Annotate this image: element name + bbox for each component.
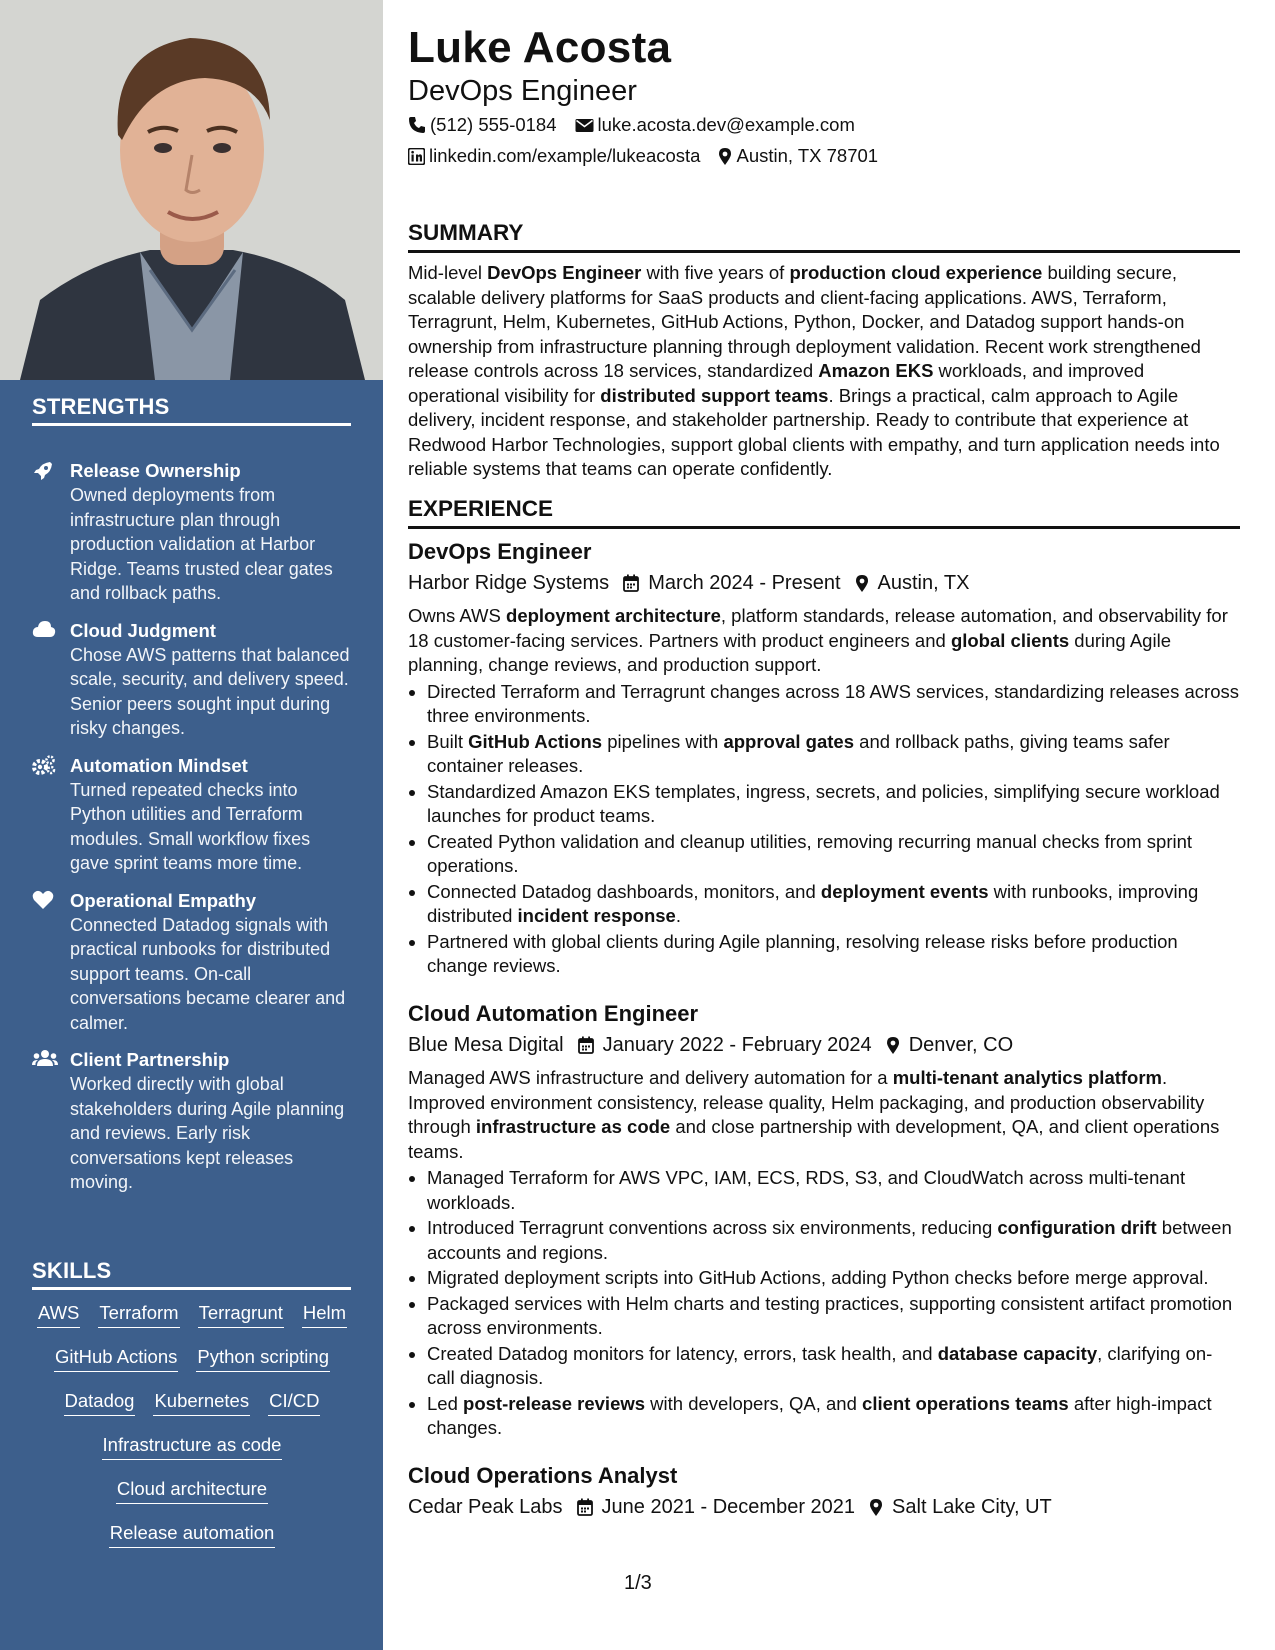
skill-tag: Python scripting: [196, 1344, 330, 1372]
job-meta: [408, 568, 1240, 598]
text-run: after high-impact changes.: [427, 1392, 1212, 1438]
text-run: Managed Terraform for AWS VPC, IAM, ECS, RDS, S3, and CloudWatch across multi-tenant workloads.: [427, 1167, 1186, 1213]
location-text: Austin, TX 78701: [736, 145, 879, 166]
job-entry: [408, 999, 1240, 1442]
job-location: Denver, CO: [908, 1034, 1014, 1056]
job-description: [408, 604, 1240, 678]
skill-tag: Infrastructure as code: [102, 1432, 283, 1460]
job-meta: [408, 1492, 1240, 1522]
map-pin-icon: [886, 1036, 900, 1055]
text-run: pipelines with: [602, 730, 724, 752]
cloud-icon: [32, 620, 56, 638]
page-number: 1/3: [624, 1572, 652, 1594]
text-run: Packaged services with Helm charts and testing practices, supporting consistent artifact promotion across environments.: [427, 1292, 1233, 1338]
text-run: Owns AWS: [408, 605, 507, 626]
strength-title: Client Partnership: [70, 1049, 230, 1070]
strength-title: Cloud Judgment: [70, 619, 216, 641]
text-run: with five years of: [641, 262, 790, 283]
sidebar: [0, 0, 383, 1650]
text-run: , clarifying on-call diagnosis.: [427, 1342, 1213, 1388]
strength-item: [32, 618, 352, 741]
strength-description: Turned repeated checks into Python utilities and Terraform modules. Small workflow fixes gave sprint teams more time.: [70, 779, 311, 873]
bold-phrase: distributed support teams: [600, 384, 829, 406]
text-run: Introduced Terragrunt conventions across six environments, reducing: [427, 1217, 998, 1238]
phone-icon: [408, 116, 426, 134]
skill-row: [32, 1432, 352, 1460]
linkedin-icon: [408, 148, 425, 165]
job-company: Harbor Ridge Systems: [408, 572, 610, 594]
skill-tag: AWS: [37, 1300, 80, 1328]
gears-icon: [32, 755, 56, 775]
bold-phrase: post-release reviews: [463, 1392, 646, 1414]
text-run: and rollback paths, giving teams safer container releases.: [427, 730, 1170, 776]
map-pin-icon: [869, 1498, 883, 1517]
bold-phrase: configuration drift: [997, 1217, 1157, 1238]
text-run: Partnered with global clients during Agile planning, resolving release risks before production change reviews.: [427, 930, 1178, 976]
job-dates-wrap: [564, 1030, 872, 1060]
location-contact: [718, 143, 878, 169]
job-dates-wrap: [563, 1492, 856, 1522]
text-run: building secure, scalable delivery platforms for SaaS products and client-facing applications. AWS, Terraform, Terragrunt, Helm, Kubernetes, GitHub Actions, Python, Docker, and Datadog support hands-on ownership from infrastructure planning through deployment validation. Recent work strengthened release controls across 18 services, standardized: [408, 262, 1201, 381]
skills-title: SKILLS: [32, 1258, 351, 1290]
strength-item: [32, 458, 352, 606]
map-pin-icon: [718, 147, 732, 166]
job-bullet: [427, 830, 1240, 879]
bold-phrase: client operations teams: [862, 1392, 1069, 1414]
text-run: Built: [427, 730, 469, 752]
phone-text: (512) 555-0184: [430, 114, 557, 135]
profile-photo: [0, 0, 383, 380]
text-run: .: [675, 905, 681, 926]
bold-phrase: deployment events: [820, 880, 989, 902]
strength-title: Automation Mindset: [70, 754, 248, 776]
job-bullet: [427, 1292, 1240, 1341]
text-run: Migrated deployment scripts into GitHub Actions, adding Python checks before merge approval.: [427, 1267, 1209, 1288]
job-meta: [408, 1030, 1240, 1060]
bold-phrase: approval gates: [723, 730, 855, 752]
strength-item: [32, 888, 352, 1036]
job-bullet: [427, 1166, 1240, 1215]
job-company: Cedar Peak Labs: [408, 1496, 563, 1518]
text-run: with runbooks, improving distributed: [427, 880, 1199, 926]
job-location: Austin, TX: [877, 572, 970, 594]
bold-phrase: DevOps Engineer: [487, 262, 642, 283]
summary-title: SUMMARY: [408, 219, 1240, 253]
job-location-wrap: [872, 1030, 1013, 1060]
bold-phrase: multi-tenant analytics platform: [892, 1067, 1163, 1088]
skill-row: [32, 1388, 352, 1416]
job-dates: January 2022 - February 2024: [602, 1034, 872, 1056]
job-location-wrap: [855, 1492, 1052, 1522]
users-icon: [32, 1049, 58, 1067]
skills-list: [32, 1300, 352, 1564]
bold-phrase: deployment architecture: [506, 605, 721, 626]
skill-tag: Terragrunt: [198, 1300, 284, 1328]
bold-phrase: database capacity: [937, 1342, 1098, 1364]
job-bullet: [427, 880, 1240, 929]
experience-title: EXPERIENCE: [408, 495, 1240, 529]
calendar-icon: [623, 574, 639, 592]
bold-phrase: Amazon EKS: [818, 360, 934, 381]
job-location-wrap: [841, 568, 970, 598]
text-run: Led: [427, 1392, 464, 1414]
strength-item: [32, 753, 352, 876]
job-entry: [408, 537, 1240, 980]
contact-line-1: [408, 112, 855, 138]
job-bullet: [427, 1342, 1240, 1391]
strength-description: Worked directly with global stakeholders during Agile planning and reviews. Early risk conversations kept releases moving.: [70, 1074, 345, 1192]
rocket-icon: [32, 460, 54, 482]
linkedin-link[interactable]: linkedin.com/example/lukeacosta: [429, 145, 701, 166]
heart-icon: [32, 890, 54, 910]
linkedin-contact[interactable]: [408, 143, 700, 169]
calendar-icon: [577, 1498, 593, 1516]
job-description: [408, 1066, 1240, 1164]
job-bullet: [427, 680, 1240, 729]
skill-tag: GitHub Actions: [54, 1344, 178, 1372]
job-bullet: [427, 1266, 1240, 1291]
skill-tag: Cloud architecture: [116, 1476, 268, 1504]
bold-phrase: incident response: [517, 905, 676, 926]
strength-description: Connected Datadog signals with practical runbooks for distributed support teams. On-call conversations became clearer and calmer.: [70, 914, 346, 1033]
portrait-image: [0, 0, 383, 380]
candidate-role: DevOps Engineer: [408, 75, 637, 107]
text-run: workloads, and improved operational visibility for: [408, 360, 1145, 406]
calendar-icon: [578, 1036, 594, 1054]
email-contact[interactable]: [575, 112, 855, 138]
job-bullets: [408, 1166, 1240, 1441]
text-run: with developers, QA, and: [645, 1392, 863, 1414]
job-entry: [408, 1461, 1240, 1522]
phone-contact[interactable]: [408, 112, 557, 138]
job-title: Cloud Automation Engineer: [408, 1001, 699, 1026]
job-dates-wrap: [609, 568, 840, 598]
skill-row: [32, 1300, 352, 1328]
text-run: between accounts and regions.: [427, 1217, 1232, 1263]
job-dates: June 2021 - December 2021: [601, 1496, 856, 1518]
text-run: Managed AWS infrastructure and delivery automation for a: [408, 1067, 893, 1088]
text-run: Created Python validation and cleanup utilities, removing recurring manual checks from sprint operations.: [427, 830, 1193, 876]
job-bullets: [408, 680, 1240, 979]
skill-tag: Kubernetes: [153, 1388, 250, 1416]
job-bullet: [427, 1216, 1240, 1265]
job-title: Cloud Operations Analyst: [408, 1463, 678, 1488]
job-location: Salt Lake City, UT: [892, 1496, 1052, 1518]
skill-tag: CI/CD: [268, 1388, 320, 1416]
text-run: Connected Datadog dashboards, monitors, and: [427, 880, 821, 902]
text-run: Standardized Amazon EKS templates, ingress, secrets, and policies, simplifying secure workload launches for product teams.: [427, 780, 1220, 826]
strength-item: [32, 1047, 352, 1195]
email-link[interactable]: luke.acosta.dev@example.com: [597, 114, 855, 135]
text-run: . Brings a practical, calm approach to Agile delivery, incident response, and stakeholder partnership. Ready to contribute that experience at Redwood Harbor Technologies, support global clients with empathy, and turn application needs into reliable systems that teams can operate confidently.: [408, 384, 1220, 479]
skill-tag: Datadog: [64, 1388, 136, 1416]
job-bullet: [427, 780, 1240, 829]
text-run: during Agile planning, change reviews, and production support.: [408, 629, 1171, 675]
text-run: , platform standards, release automation, and observability for 18 customer-facing services. Partners with product engineers and: [408, 605, 1228, 651]
skill-tag: Release automation: [109, 1520, 276, 1548]
job-title: DevOps Engineer: [408, 539, 592, 564]
bold-phrase: production cloud experience: [789, 262, 1043, 283]
bold-phrase: infrastructure as code: [475, 1116, 671, 1137]
strengths-title: STRENGTHS: [32, 394, 351, 426]
text-run: . Improved environment consistency, release quality, Helm packaging, and production observability through: [408, 1067, 1205, 1137]
candidate-name: Luke Acosta: [408, 23, 672, 72]
skill-row: [32, 1344, 352, 1372]
strength-title: Release Ownership: [70, 460, 241, 481]
text-run: and close partnership with development, QA, and client operations teams.: [408, 1116, 1220, 1162]
job-bullet: [427, 1392, 1240, 1441]
job-dates: March 2024 - Present: [648, 572, 841, 594]
strength-description: Owned deployments from infrastructure plan through production validation at Harbor Ridge. Teams trusted clear gates and rollback paths.: [70, 485, 333, 603]
skill-tag: Helm: [302, 1300, 347, 1328]
job-bullet: [427, 730, 1240, 779]
text-run: Mid-level: [408, 262, 488, 283]
text-run: Directed Terraform and Terragrunt changes across 18 AWS services, standardizing releases across three environments.: [427, 680, 1239, 726]
strength-title: Operational Empathy: [70, 889, 257, 911]
bold-phrase: GitHub Actions: [468, 730, 603, 752]
skill-row: [32, 1476, 352, 1504]
bold-phrase: global clients: [950, 629, 1070, 651]
job-company: Blue Mesa Digital: [408, 1034, 564, 1056]
text-run: Created Datadog monitors for latency, errors, task health, and: [427, 1342, 938, 1364]
strengths-list: [32, 458, 352, 1207]
skill-row: [32, 1520, 352, 1548]
job-bullet: [427, 930, 1240, 979]
envelope-icon: [575, 118, 594, 133]
strength-description: Chose AWS patterns that balanced scale, security, and delivery speed. Senior peers sought input during risky changes.: [70, 644, 350, 738]
contact-line-2: [408, 143, 878, 169]
summary-text: [408, 261, 1240, 482]
skill-tag: Terraform: [98, 1300, 179, 1328]
map-pin-icon: [855, 574, 869, 593]
